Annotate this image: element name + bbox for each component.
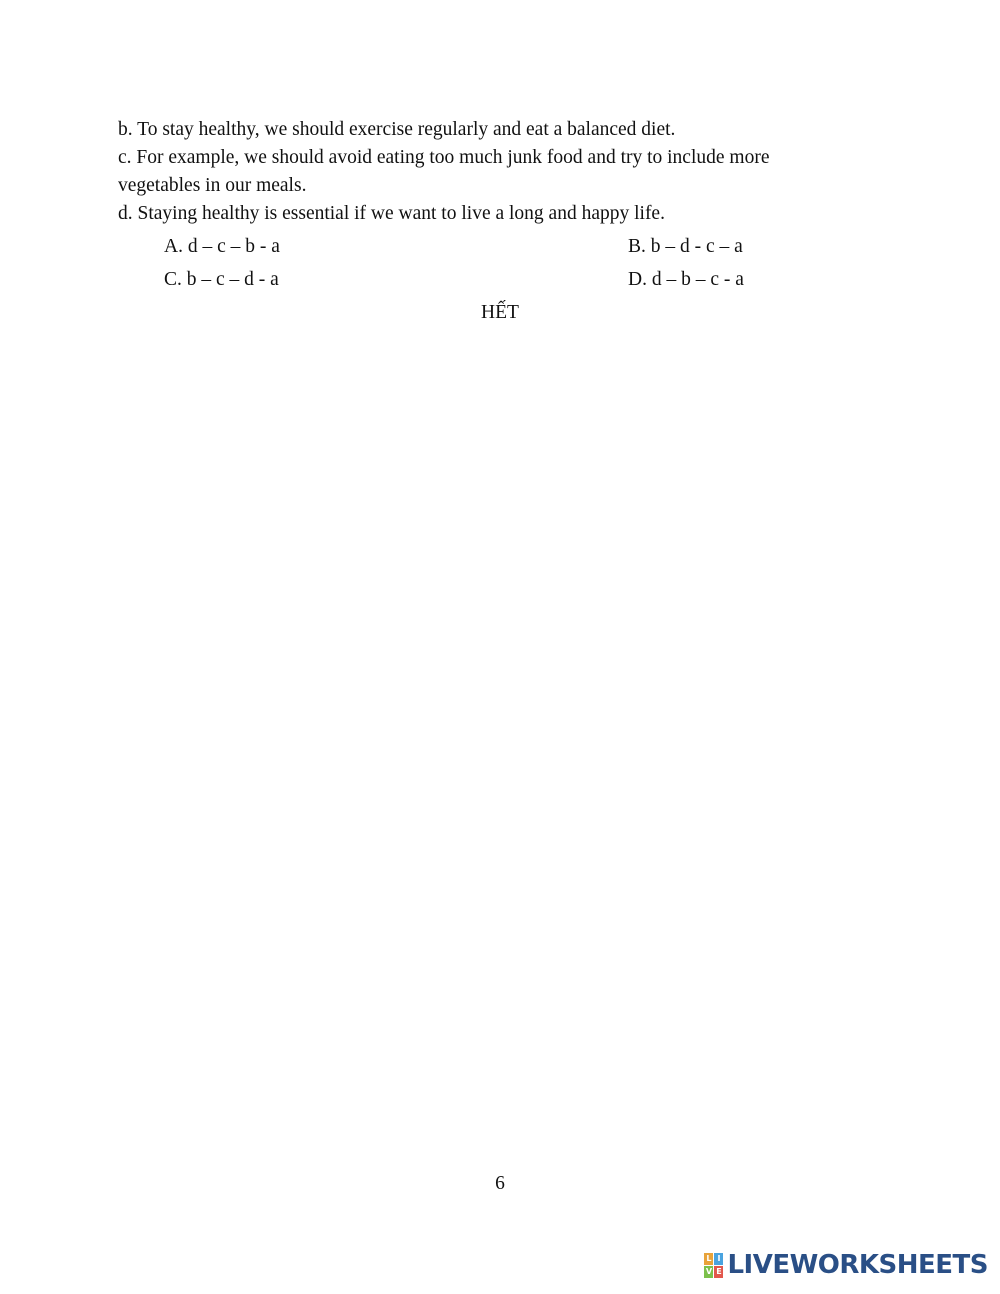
statement-b: b. To stay healthy, we should exercise regularly and eat a balanced diet. bbox=[118, 119, 676, 140]
logo-mark-cell: V bbox=[705, 1266, 713, 1276]
logo-mark-cell: I bbox=[714, 1253, 723, 1265]
logo-text: LIVEWORKSHEETS bbox=[727, 1250, 988, 1280]
option-a: A. d – c – b - a bbox=[164, 236, 280, 257]
logo-mark-icon bbox=[704, 1253, 723, 1278]
statement-c-continued: vegetables in our meals. bbox=[118, 175, 307, 196]
liveworksheets-logo bbox=[704, 1250, 988, 1280]
option-d: D. d – b – c - a bbox=[628, 269, 744, 290]
option-c: C. b – c – d - a bbox=[164, 269, 279, 290]
statement-c: c. For example, we should avoid eating too much junk food and try to include more bbox=[118, 147, 770, 168]
logo-mark-cell: E bbox=[716, 1266, 722, 1276]
page-number: 6 bbox=[495, 1173, 505, 1194]
option-b: B. b – d - c – a bbox=[628, 236, 743, 257]
logo-mark-cell: L bbox=[706, 1253, 712, 1263]
statement-d: d. Staying healthy is essential if we want to live a long and happy life. bbox=[118, 203, 665, 224]
end-marker: HẾT bbox=[481, 302, 519, 323]
